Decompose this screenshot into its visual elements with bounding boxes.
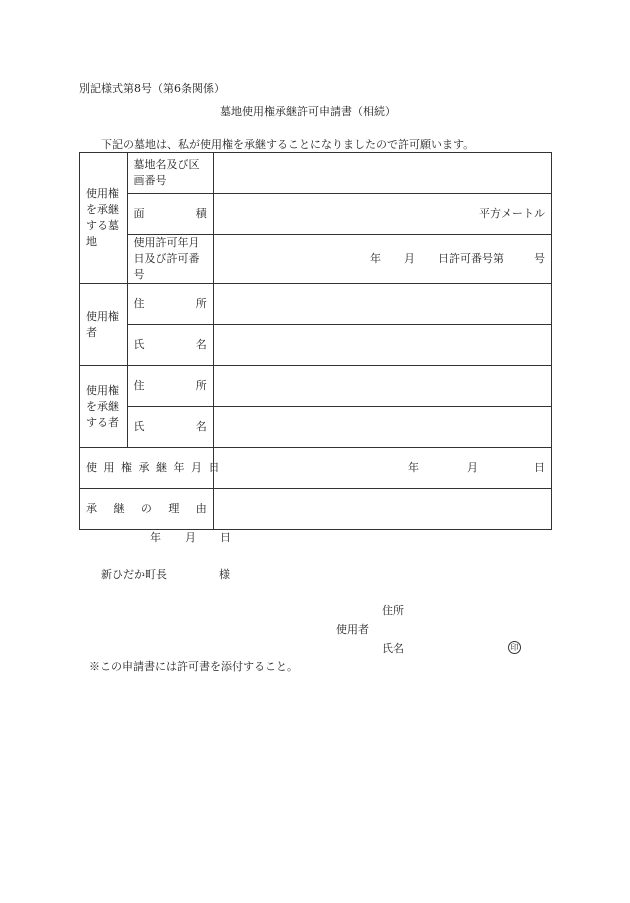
permit-month: 月 [404,252,415,265]
label-successor-name-b: 名 [195,420,207,433]
application-table [79,152,552,530]
label-area [127,194,213,235]
permit-go: 号 [534,252,545,265]
label-successor-address [127,366,213,407]
applicant-role-label: 使用者 [336,623,369,636]
form-title: 墓地使用権承継許可申請書（相続） [220,105,396,118]
group-successor: 使用権を承継する者 [80,366,128,448]
label-user-address-a: 住 [133,297,145,310]
label-succession-date: 使用権承継年月日 [80,448,214,489]
row-user-name [80,325,552,366]
label-reason-char-5: 由 [195,502,207,515]
row-succession-date [80,448,552,489]
label-grave-name: 墓地名及び区画番号 [127,153,213,194]
field-user-name[interactable] [213,325,551,366]
label-user-address [127,284,213,325]
label-successor-address-b: 所 [195,379,207,392]
applicant-address-label: 住所 [382,604,404,617]
row-successor-address [80,366,552,407]
label-reason-char-2: 継 [113,502,125,515]
succession-day: 日 [534,461,545,474]
label-user-name-b: 名 [195,338,207,351]
seal-mark [508,640,521,654]
date-day: 日 [220,531,231,544]
group-grave: 使用権を承継する墓地 [80,153,128,284]
recipient-mayor: 新ひだか町長 [101,568,167,581]
field-reason[interactable] [213,489,551,530]
succession-year: 年 [408,461,419,474]
attachment-note: ※この申請書には許可書を添付すること。 [89,660,298,673]
date-year: 年 [150,531,161,544]
field-successor-name[interactable] [213,407,551,448]
label-user-address-b: 所 [195,297,207,310]
field-user-address[interactable] [213,284,551,325]
permit-year: 年 [370,252,381,265]
label-reason-char-4: 理 [168,502,180,515]
row-area [80,194,552,235]
row-user-address [80,284,552,325]
label-reason [80,489,214,530]
row-permit [80,235,552,284]
field-permit[interactable] [213,235,551,284]
row-reason [80,489,552,530]
field-grave-name[interactable] [213,153,551,194]
form-number: 別記様式第8号（第6条関係） [79,82,225,95]
label-reason-char-1: 承 [86,502,97,515]
label-area-b: 積 [195,207,207,220]
label-permit: 使用許可年月日及び許可番号 [127,235,213,284]
label-reason-char-3: の [140,502,152,515]
label-successor-address-a: 住 [133,379,145,392]
field-area[interactable] [213,194,551,235]
label-user-name-a: 氏 [133,338,145,351]
label-area-a: 面 [133,207,145,220]
area-unit: 平方メートル [479,207,545,220]
recipient-honorific: 様 [219,568,230,581]
label-successor-name [127,407,213,448]
row-grave-name [80,153,552,194]
applicant-name-label: 氏名 [382,642,404,655]
date-month: 月 [185,531,196,544]
field-succession-date[interactable] [213,448,551,489]
permit-day-number: 日許可番号第 [438,252,504,265]
label-user-name [127,325,213,366]
field-successor-address[interactable] [213,366,551,407]
succession-month: 月 [467,461,478,474]
group-user: 使用権者 [80,284,128,366]
row-successor-name [80,407,552,448]
label-successor-name-a: 氏 [133,420,145,433]
intro-text: 下記の墓地は、私が使用権を承継することになりましたので許可願います。 [101,138,475,151]
seal-icon: 印 [508,641,521,654]
